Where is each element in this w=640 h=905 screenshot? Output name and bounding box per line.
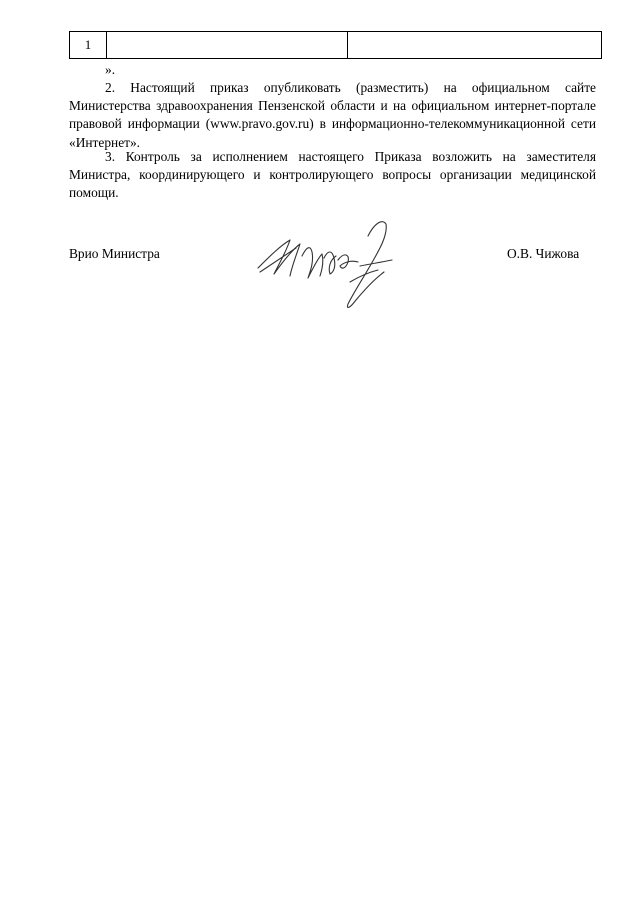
table-cell-number: 1 [70, 32, 107, 59]
signatory-name: О.В. Чижова [507, 246, 580, 261]
table-row [70, 32, 602, 59]
closing-quote: ». [105, 62, 116, 77]
signatory-position: Врио Министра [69, 246, 160, 261]
paragraph-control [69, 148, 596, 203]
paragraph-publication [69, 79, 596, 152]
table-cell-empty [107, 32, 348, 59]
paragraph-text: 2. Настоящий приказ опубликовать (разместить) на официальном сайте Министерства здравоохранения Пензенской области и на официальном интернет-портале правовой информации (www.pravo.gov.ru) в информационно-телекоммуникационной сети «Интернет». [69, 80, 596, 150]
table-fragment [69, 31, 602, 59]
paragraph-text: 3. Контроль за исполнением настоящего Приказа возложить на заместителя Министра, координирующего и контролирующего вопросы организации медицинской помощи. [69, 149, 596, 201]
table-cell-empty [348, 32, 602, 59]
handwritten-signature [250, 196, 410, 316]
